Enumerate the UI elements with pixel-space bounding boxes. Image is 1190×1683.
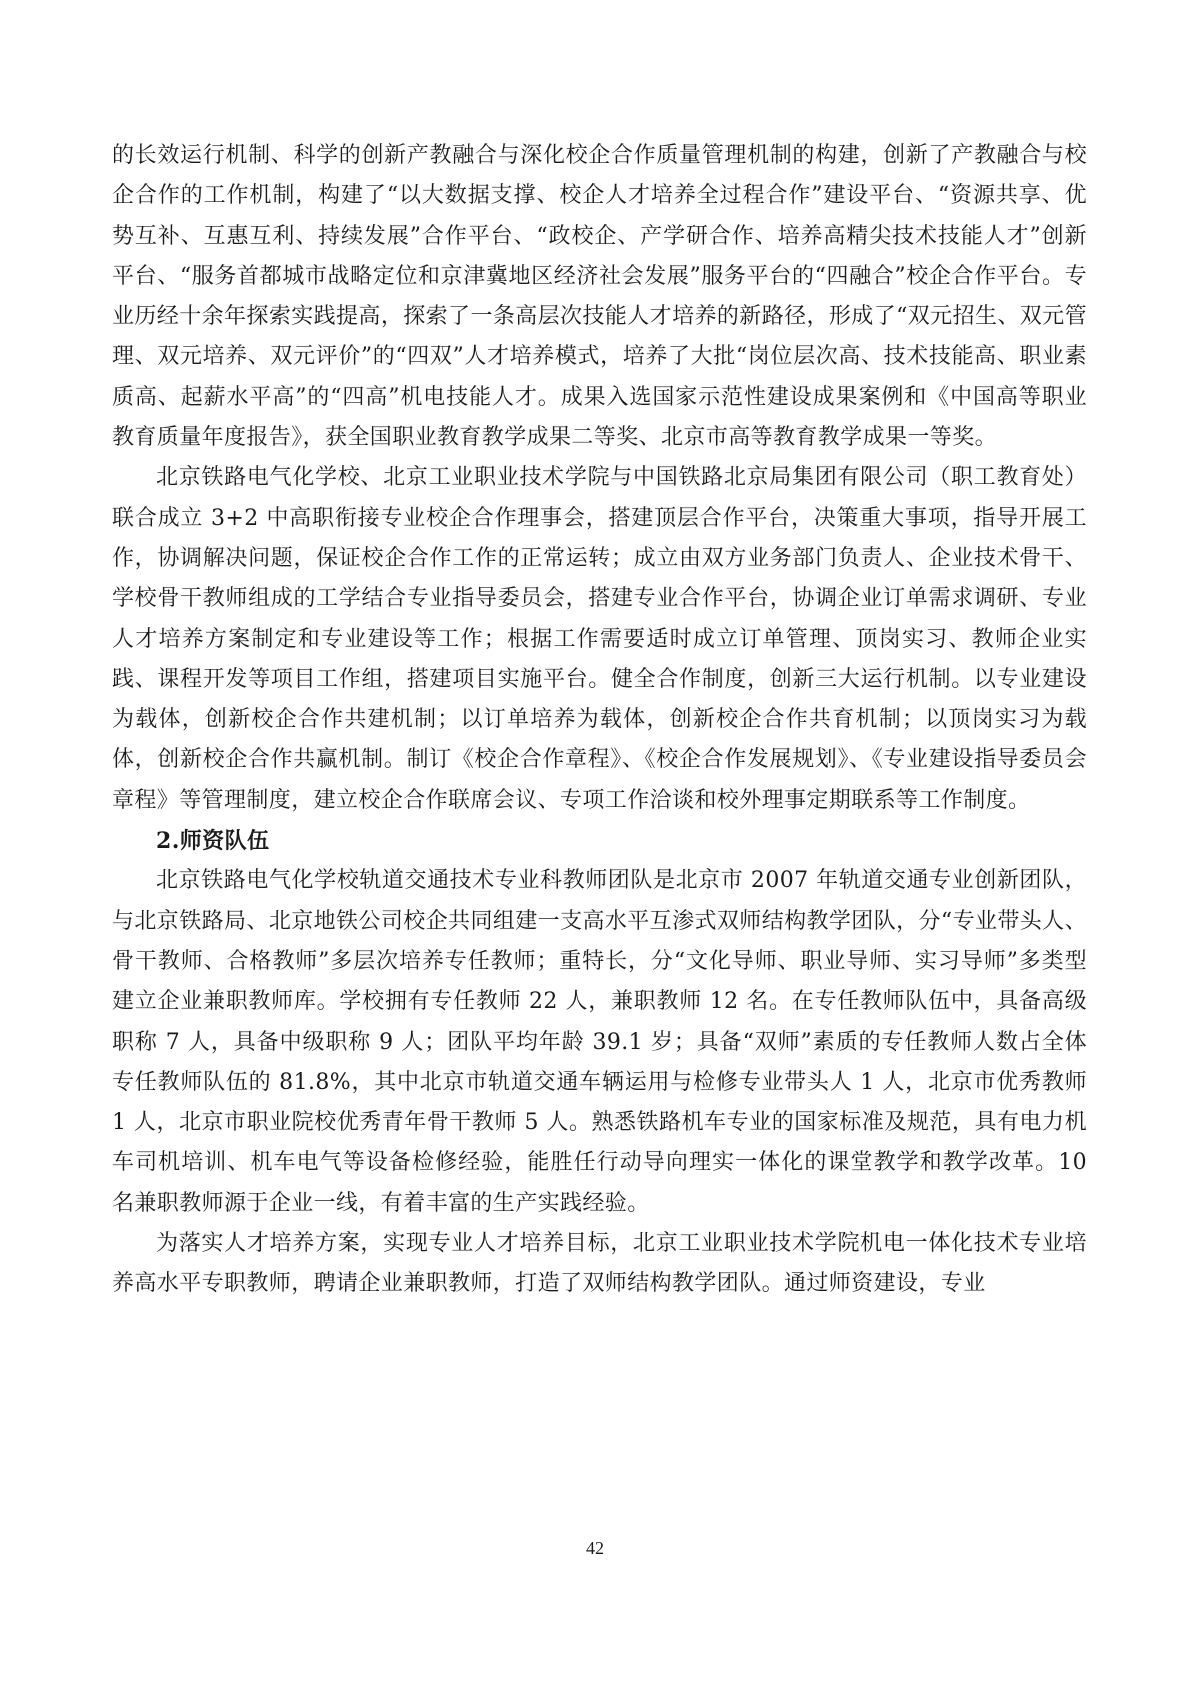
page-number: 42 <box>586 1538 604 1558</box>
paragraph-teacher-team: 北京铁路电气化学校轨道交通技术专业科教师团队是北京市 2007 年轨道交通专业创新团队，与北京铁路局、北京地铁公司校企共同组建一支高水平互渗式双师结构教学团队，分“专业带头人、骨干教师、合格教师”多层次培养专任教师；重特长，分“文化导师、职业导师、实习导师”多类型建立企业兼职教师库。学校拥有专任教师 22 人，兼职教师 12 名。在专任教师队伍中，具备高级职称 7 人，具备中级职称 9 人；团队平均年龄 39.1 岁；具备“双师”素质的专任教师人数占全体专任教师队伍的 81.8%，其中北京市轨道交通车辆运用与检修专业带头人 1 人，北京市优秀教师 1 人，北京市职业院校优秀青年骨干教师 5 人。熟悉铁路机车专业的国家标准及规范，具有电力机车司机培训、机车电气等设备检修经验，能胜任行动导向理实一体化的课堂教学和教学改革。10 名兼职教师源于企业一线，有着丰富的生产实践经验。 <box>112 868 1087 1216</box>
paragraph-platforms-continued: 的长效运行机制、科学的创新产教融合与深化校企合作质量管理机制的构建，创新了产教融合与校企合作的工作机制，构建了“以大数据支撑、校企人才培养全过程合作”建设平台、“资源共享、优势互补、互惠互利、持续发展”合作平台、“政校企、产学研合作、培养高精尖技术技能人才”创新平台、“服务首都城市战略定位和京津冀地区经济社会发展”服务平台的“四融合”校企合作平台。专业历经十余年探索实践提高，探索了一条高层次技能人才培养的新路径，形成了“双元招生、双元管理、双元培养、双元评价”的“四双”人才培养模式，培养了大批“岗位层次高、技术技能高、职业素质高、起薪水平高”的“四高”机电技能人才。成果入选国家示范性建设成果案例和《中国高等职业教育质量年度报告》，获全国职业教育教学成果二等奖、北京市高等教育教学成果一等奖。 <box>112 143 1087 451</box>
page-body <box>112 136 1087 1305</box>
paragraph-council: 北京铁路电气化学校、北京工业职业技术学院与中国铁路北京局集团有限公司（职工教育处）联合成立 3+2 中高职衔接专业校企合作理事会，搭建顶层合作平台，决策重大事项，指导开展工作，协调解决问题，保证校企合作工作的正常运转；成立由双方业务部门负责人、企业技术骨干、学校骨干教师组成的工学结合专业指导委员会，搭建专业合作平台，协调企业订单需求调研、专业人才培养方案制定和专业建设等工作；根据工作需要适时成立订单管理、顶岗实习、教师企业实践、课程开发等项目工作组，搭建项目实施平台。健全合作制度，创新三大运行机制。以专业建设为载体，创新校企合作共建机制；以订单培养为载体，创新校企合作共育机制；以顶岗实习为载体，创新校企合作共赢机制。制订《校企合作章程》、《校企合作发展规划》、《专业建设指导委员会章程》等管理制度，建立校企合作联席会议、专项工作洽谈和校外理事定期联系等工作制度。 <box>112 465 1087 813</box>
section-heading-teaching-staff: 2.师资队伍 <box>156 828 270 855</box>
paragraph-training-plan: 为落实人才培养方案，实现专业人才培养目标，北京工业职业技术学院机电一体化技术专业培养高水平专职教师，聘请企业兼职教师，打造了双师结构教学团队。通过师资建设，专业 <box>112 1231 1087 1297</box>
